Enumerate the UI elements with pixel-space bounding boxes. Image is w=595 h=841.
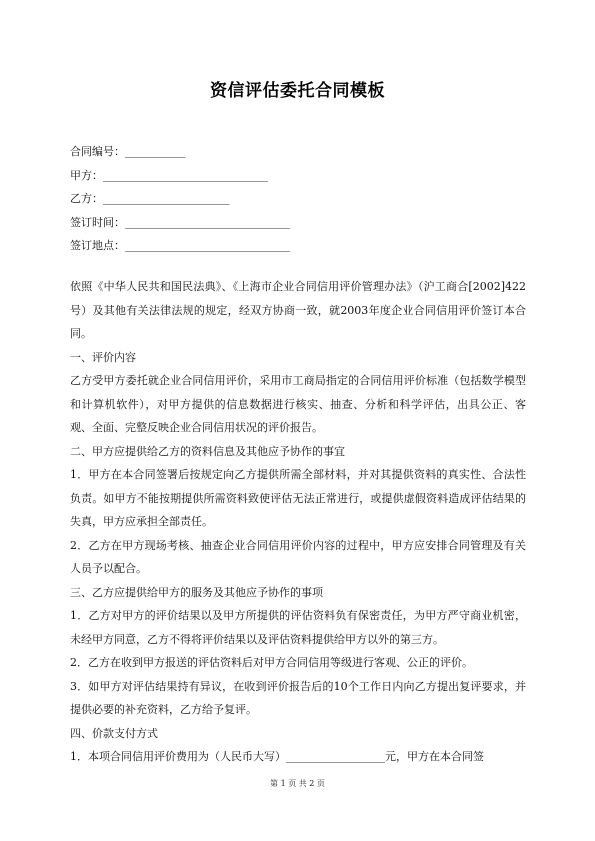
section-2-item-2: 2．乙方在甲方现场考核、抽查企业合同信用评价内容的过程中，甲方应安排合同管理及有关人员予以配合。 (70, 538, 526, 575)
page-footer: 第 1 页 共 2 页 (270, 779, 325, 788)
section-3-item-2: 2．乙方在收到甲方报送的评估资料后对甲方合同信用等级进行客观、公正的评价。 (70, 656, 473, 669)
document-title: 资信评估委托合同模板 (210, 81, 385, 101)
section-heading-2: 二、甲方应提供给乙方的资料信息及其他应予协作的事宜 (70, 444, 345, 458)
party-a-field: 甲方：______________________________ (70, 168, 268, 182)
signing-date-field: 签订时间：______________________________ (70, 215, 290, 229)
party-b-field: 乙方：_______________________ (70, 192, 230, 205)
contract-number-field: 合同编号：___________ (70, 145, 186, 158)
section-heading-3: 三、乙方应提供给甲方的服务及其他应予协作的事项 (70, 585, 323, 599)
section-3-item-1: 1．乙方对甲方的评价结果以及甲方所提供的评估资料负有保密责任，为甲方严守商业机密，未经甲方同意，乙方不得将评价结果以及评估资料提供给甲方以外的第三方。 (70, 609, 526, 646)
contract-meta-fields (70, 140, 530, 258)
section-3-item-3: 3．如甲方对评估结果持有异议，在收到评价报告后的10个工作日内向乙方提出复评要求，并提供必要的补充资料，乙方给予复评。 (70, 679, 526, 716)
section-heading-1: 一、评价内容 (70, 350, 136, 364)
contract-body (70, 275, 526, 769)
section-heading-4: 四、价款支付方式 (70, 726, 158, 740)
preamble-paragraph: 依照《中华人民共和国民法典》、《上海市企业合同信用评价管理办法》（沪工商合[2002]422号）及其他有关法律法规的规定，经双方协商一致，就2003年度企业合同信用评价签订本合同。 (70, 280, 526, 340)
section-1-paragraph: 乙方受甲方委托就企业合同信用评价，采用市工商局指定的合同信用评价标准（包括数学模型和计算机软件），对甲方提供的信息数据进行核实、抽查、分析和科学评估，出具公正、客观、全面、完整反映企业合同信用状况的评价报告。 (70, 374, 526, 434)
section-2-item-1: 1．甲方在本合同签署后按规定向乙方提供所需全部材料，并对其提供资料的真实性、合法性负责。如甲方不能按期提供所需资料致使评估无法正常进行，或提供虚假资料造成评估结果的失真，甲方应承担全部责任。 (70, 468, 526, 528)
signing-place-field: 签订地点：______________________________ (70, 239, 290, 252)
section-4-item-1: 1．本项合同信用评价费用为（人民币大写）__________________元，甲方在本合同签 (70, 750, 484, 763)
